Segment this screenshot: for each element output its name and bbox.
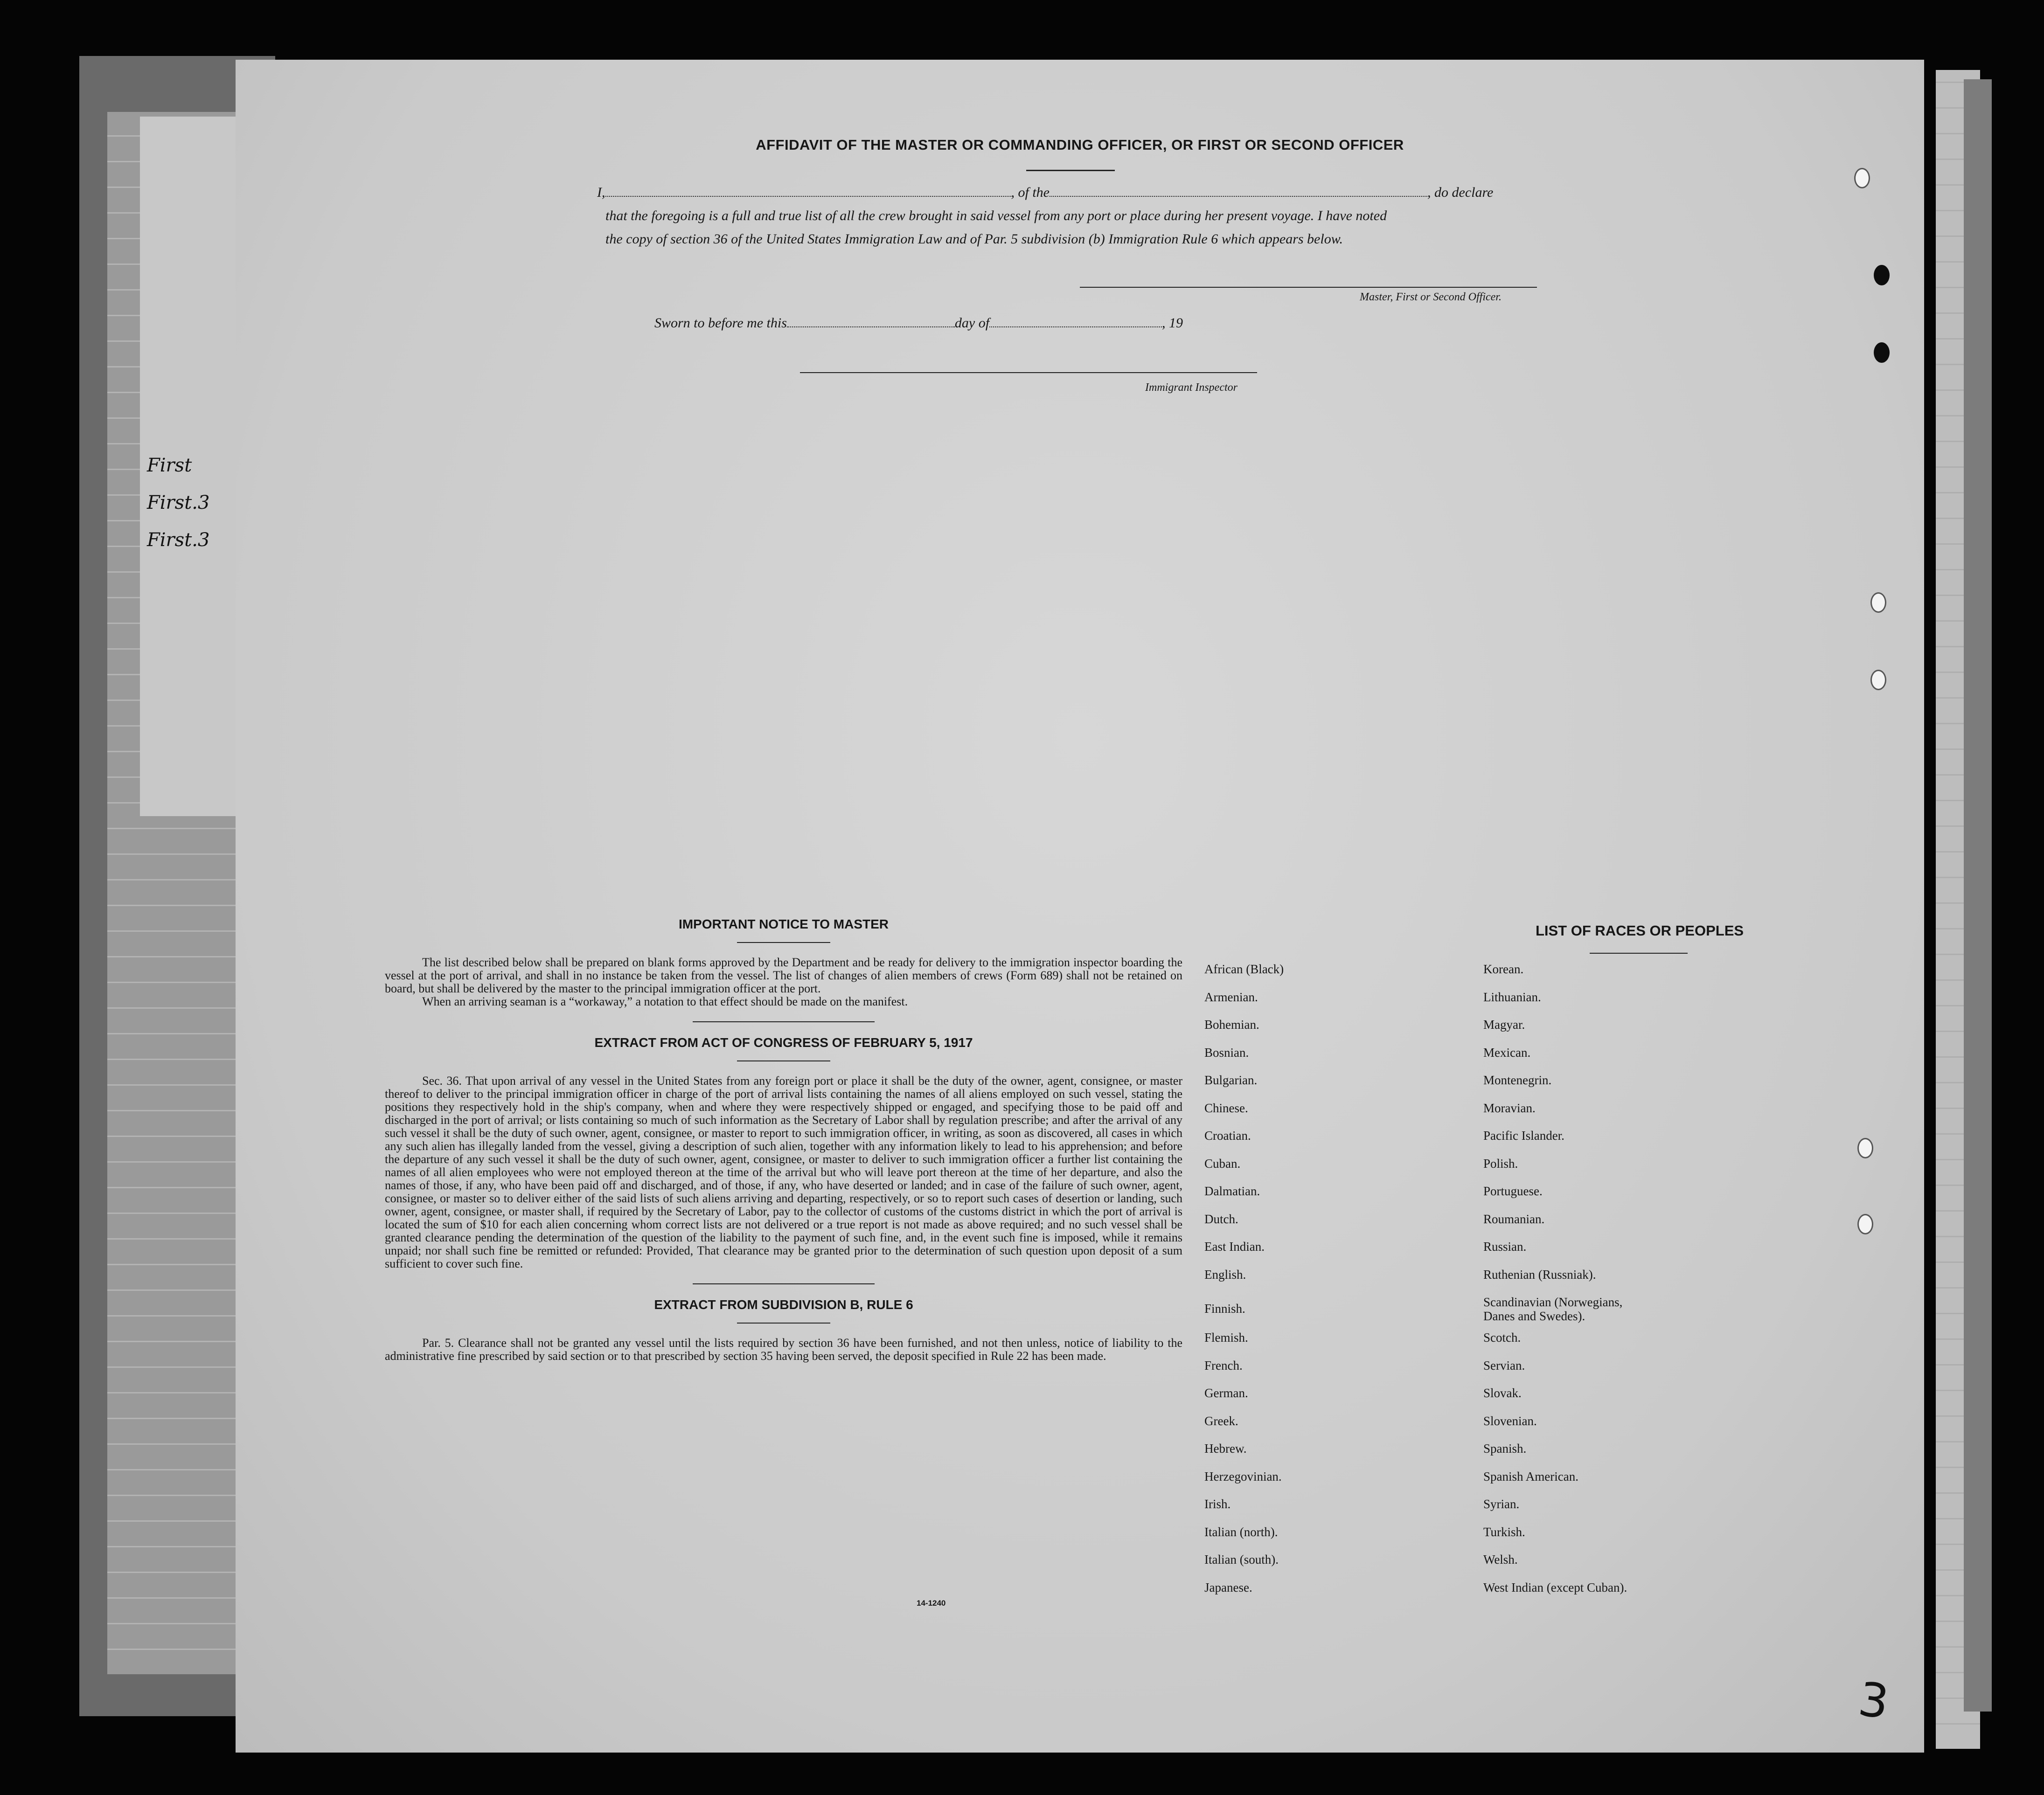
punch-hole (1870, 670, 1886, 690)
race-item: Mexican. (1483, 1045, 1531, 1060)
race-item: Cuban. (1204, 1156, 1241, 1171)
tab-note-2: First.3 (147, 492, 210, 513)
punch-hole (1857, 1214, 1873, 1234)
notice-paragraph-1: The list described below shall be prepared on blank forms approved by the Department and be ready for delivery to the immigration inspector boarding the vessel at the port of arrival, and shall in no instance be taken from the vessel. The list of changes of alien members of crews (Form 689) shall not be retained on board, but shall be delivered by the master to the principal immigration officer at the port. (385, 956, 1182, 995)
race-item: Dalmatian. (1204, 1184, 1260, 1198)
race-item: Finnish. (1204, 1302, 1245, 1316)
vessel-blank (1050, 193, 1427, 197)
race-item: Croatian. (1204, 1129, 1251, 1143)
race-item: English. (1204, 1267, 1246, 1282)
affidavit-line-1 (597, 185, 1493, 201)
handwritten-page-number: 3 (1855, 1671, 1892, 1730)
sworn-line (654, 315, 1183, 331)
race-item: French. (1204, 1358, 1243, 1372)
race-item: Korean. (1483, 962, 1524, 976)
race-item: Italian (south). (1204, 1552, 1279, 1566)
race-item: Pacific Islander. (1483, 1129, 1564, 1143)
affidavit-declare-label: , do declare (1427, 185, 1494, 200)
race-item: Syrian. (1483, 1497, 1520, 1511)
sworn-month-blank (989, 324, 1162, 327)
race-item: Herzegovinian. (1204, 1469, 1282, 1483)
punch-hole (1870, 592, 1886, 613)
race-item: Magyar. (1483, 1018, 1525, 1032)
affidavit-of-the-label: , of the (1011, 185, 1050, 200)
races-list-right (1483, 962, 1627, 1608)
race-item: Hebrew. (1204, 1442, 1247, 1455)
races-title: LIST OF RACES OR PEOPLES (1535, 922, 1744, 939)
race-item: West Indian (except Cuban). (1483, 1580, 1627, 1594)
affidavit-line-2: that the foregoing is a full and true list of all the crew brought in said vessel from any port or place during her present voyage. I have noted (605, 208, 1387, 223)
punch-hole (1857, 1138, 1873, 1158)
name-blank (605, 193, 1011, 197)
race-item: Greek. (1204, 1414, 1238, 1428)
races-title-rule (1590, 953, 1688, 954)
sworn-day-label: day of (954, 315, 990, 331)
notice-section (385, 917, 1182, 1363)
race-item: Chinese. (1204, 1101, 1248, 1115)
act-extract-text: Sec. 36. That upon arrival of any vessel in the United States from any foreign port or place it shall be the duty of the owner, agent, consignee, or master thereof to deliver to the principal immigration officer in charge of the port of arrival lists containing the names of all aliens employed on such vessel, stating the positions they respectively hold in the ship's company, when and where they were respectively shipped or engaged, and specifying those to be paid off and discharged in the port of arrival; or lists containing so much of such information as the Secretary of Labor shall by regulation prescribe; and after the arrival of any such vessel it shall be the duty of such owner, agent, consignee, or master to report to such immigration officer, in writing, as soon as discovered, all cases in which any such alien has illegally landed from the vessel, giving a description of such alien, together with any information likely to lead to his apprehension; and before the departure of any such vessel it shall be the duty of such owner, agent, consignee, or master to deliver to such immigration officer a further list containing the names of all alien employees who were not employed thereon at the time of the arrival but who will leave port thereon at the time of her departure, and also the names of those, if any, who have been paid off and discharged, and of those, if any, who have deserted or landed; and in case of the failure of such owner, agent, consignee, or master so to deliver either of the said lists of such aliens arriving and departing, respectively, or so to report such cases of desertion or landing, such owner, agent, consignee, or master shall, if required by the Secretary of Labor, pay to the collector of customs of the customs district in which the port of arrival is located the sum of $10 for each alien concerning whom correct lists are not delivered or a true report is not made as above required; and no such vessel shall be granted clearance pending the determination of the question of the liability to the payment of such fine, and, in the event such fine is imposed, while it remains unpaid; nor shall such fine be remitted or refunded: Provided, That clearance may be granted prior to the determination of such question upon deposit of a sum sufficient to cover such fine. (385, 1074, 1182, 1270)
notice-title: IMPORTANT NOTICE TO MASTER (678, 917, 889, 931)
sworn-year-label: , 19 (1162, 315, 1183, 331)
race-item: Spanish American. (1483, 1469, 1578, 1483)
race-item: Slovenian. (1483, 1414, 1537, 1428)
sworn-day-blank (787, 324, 955, 327)
race-item: Roumanian. (1483, 1212, 1545, 1226)
race-item: Ruthenian (Russniak). (1483, 1267, 1596, 1282)
inspector-signature-line (800, 372, 1257, 373)
race-item: East Indian. (1204, 1240, 1265, 1254)
affidavit-i-label: I, (597, 185, 605, 200)
race-item: Montenegrin. (1483, 1073, 1552, 1087)
section-divider (693, 1021, 875, 1022)
punch-hole (1874, 342, 1890, 363)
race-item: African (Black) (1204, 962, 1284, 976)
title-underline (1026, 170, 1115, 171)
master-signature-caption: Master, First or Second Officer. (1360, 291, 1502, 303)
inspector-signature-caption: Immigrant Inspector (1145, 381, 1238, 394)
punch-hole (1874, 265, 1890, 285)
race-item: Scandinavian (Norwegians, Danes and Swedes). (1483, 1295, 1623, 1323)
master-signature-line (1080, 287, 1537, 288)
race-item: Polish. (1483, 1156, 1518, 1171)
affidavit-title: AFFIDAVIT OF THE MASTER OR COMMANDING OFFICER, OR FIRST OR SECOND OFFICER (756, 137, 1404, 153)
race-item: Flemish. (1204, 1331, 1248, 1345)
race-item: Spanish. (1483, 1442, 1527, 1455)
race-item: Servian. (1483, 1358, 1525, 1372)
race-item: Italian (north). (1204, 1525, 1278, 1539)
race-item: Welsh. (1483, 1552, 1518, 1566)
race-item: Irish. (1204, 1497, 1231, 1511)
act-extract-title: EXTRACT FROM ACT OF CONGRESS OF FEBRUARY 5, 1917 (594, 1035, 973, 1050)
race-item: Japanese. (1204, 1580, 1252, 1594)
section-divider (693, 1283, 875, 1284)
race-item: Scotch. (1483, 1331, 1521, 1345)
rule-extract-text: Par. 5. Clearance shall not be granted any vessel until the lists required by section 36 have been furnished, and not then unless, notice of liability to the administrative fine prescribed by said section or to that prescribed by section 35 having been served, the deposit specified in Rule 22 has been made. (385, 1336, 1182, 1363)
race-item: Armenian. (1204, 990, 1258, 1004)
race-item: Turkish. (1483, 1525, 1525, 1539)
tab-note-3: First.3 (147, 529, 210, 551)
notice-paragraph-2: When an arriving seaman is a “workaway,” a notation to that effect should be made on the manifest. (422, 995, 908, 1008)
race-item: German. (1204, 1386, 1248, 1400)
sworn-prefix: Sworn to before me this (654, 315, 787, 331)
form-number: 14-1240 (917, 1599, 946, 1608)
race-item: Portuguese. (1483, 1184, 1543, 1198)
notice-title-rule (737, 942, 830, 943)
punch-hole (1854, 168, 1870, 188)
affidavit-line-3: the copy of section 36 of the United States Immigration Law and of Par. 5 subdivision (b) Immigration Rule 6 which appears below. (605, 231, 1343, 247)
race-item: Bulgarian. (1204, 1073, 1258, 1087)
race-item: Lithuanian. (1483, 990, 1541, 1004)
rule-extract-title: EXTRACT FROM SUBDIVISION B, RULE 6 (654, 1297, 913, 1312)
rule-extract-title-rule (737, 1323, 830, 1324)
act-extract-title-rule (737, 1060, 830, 1061)
tab-note-1: First (147, 455, 192, 476)
race-item: Bohemian. (1204, 1018, 1259, 1032)
race-item: Slovak. (1483, 1386, 1522, 1400)
race-item: Dutch. (1204, 1212, 1238, 1226)
race-item: Bosnian. (1204, 1045, 1249, 1060)
form-sheet (236, 60, 1924, 1753)
race-item: Russian. (1483, 1240, 1527, 1254)
race-item: Moravian. (1483, 1101, 1536, 1115)
underlying-page-right-dark (1964, 79, 1992, 1712)
races-list-left (1204, 962, 1284, 1608)
